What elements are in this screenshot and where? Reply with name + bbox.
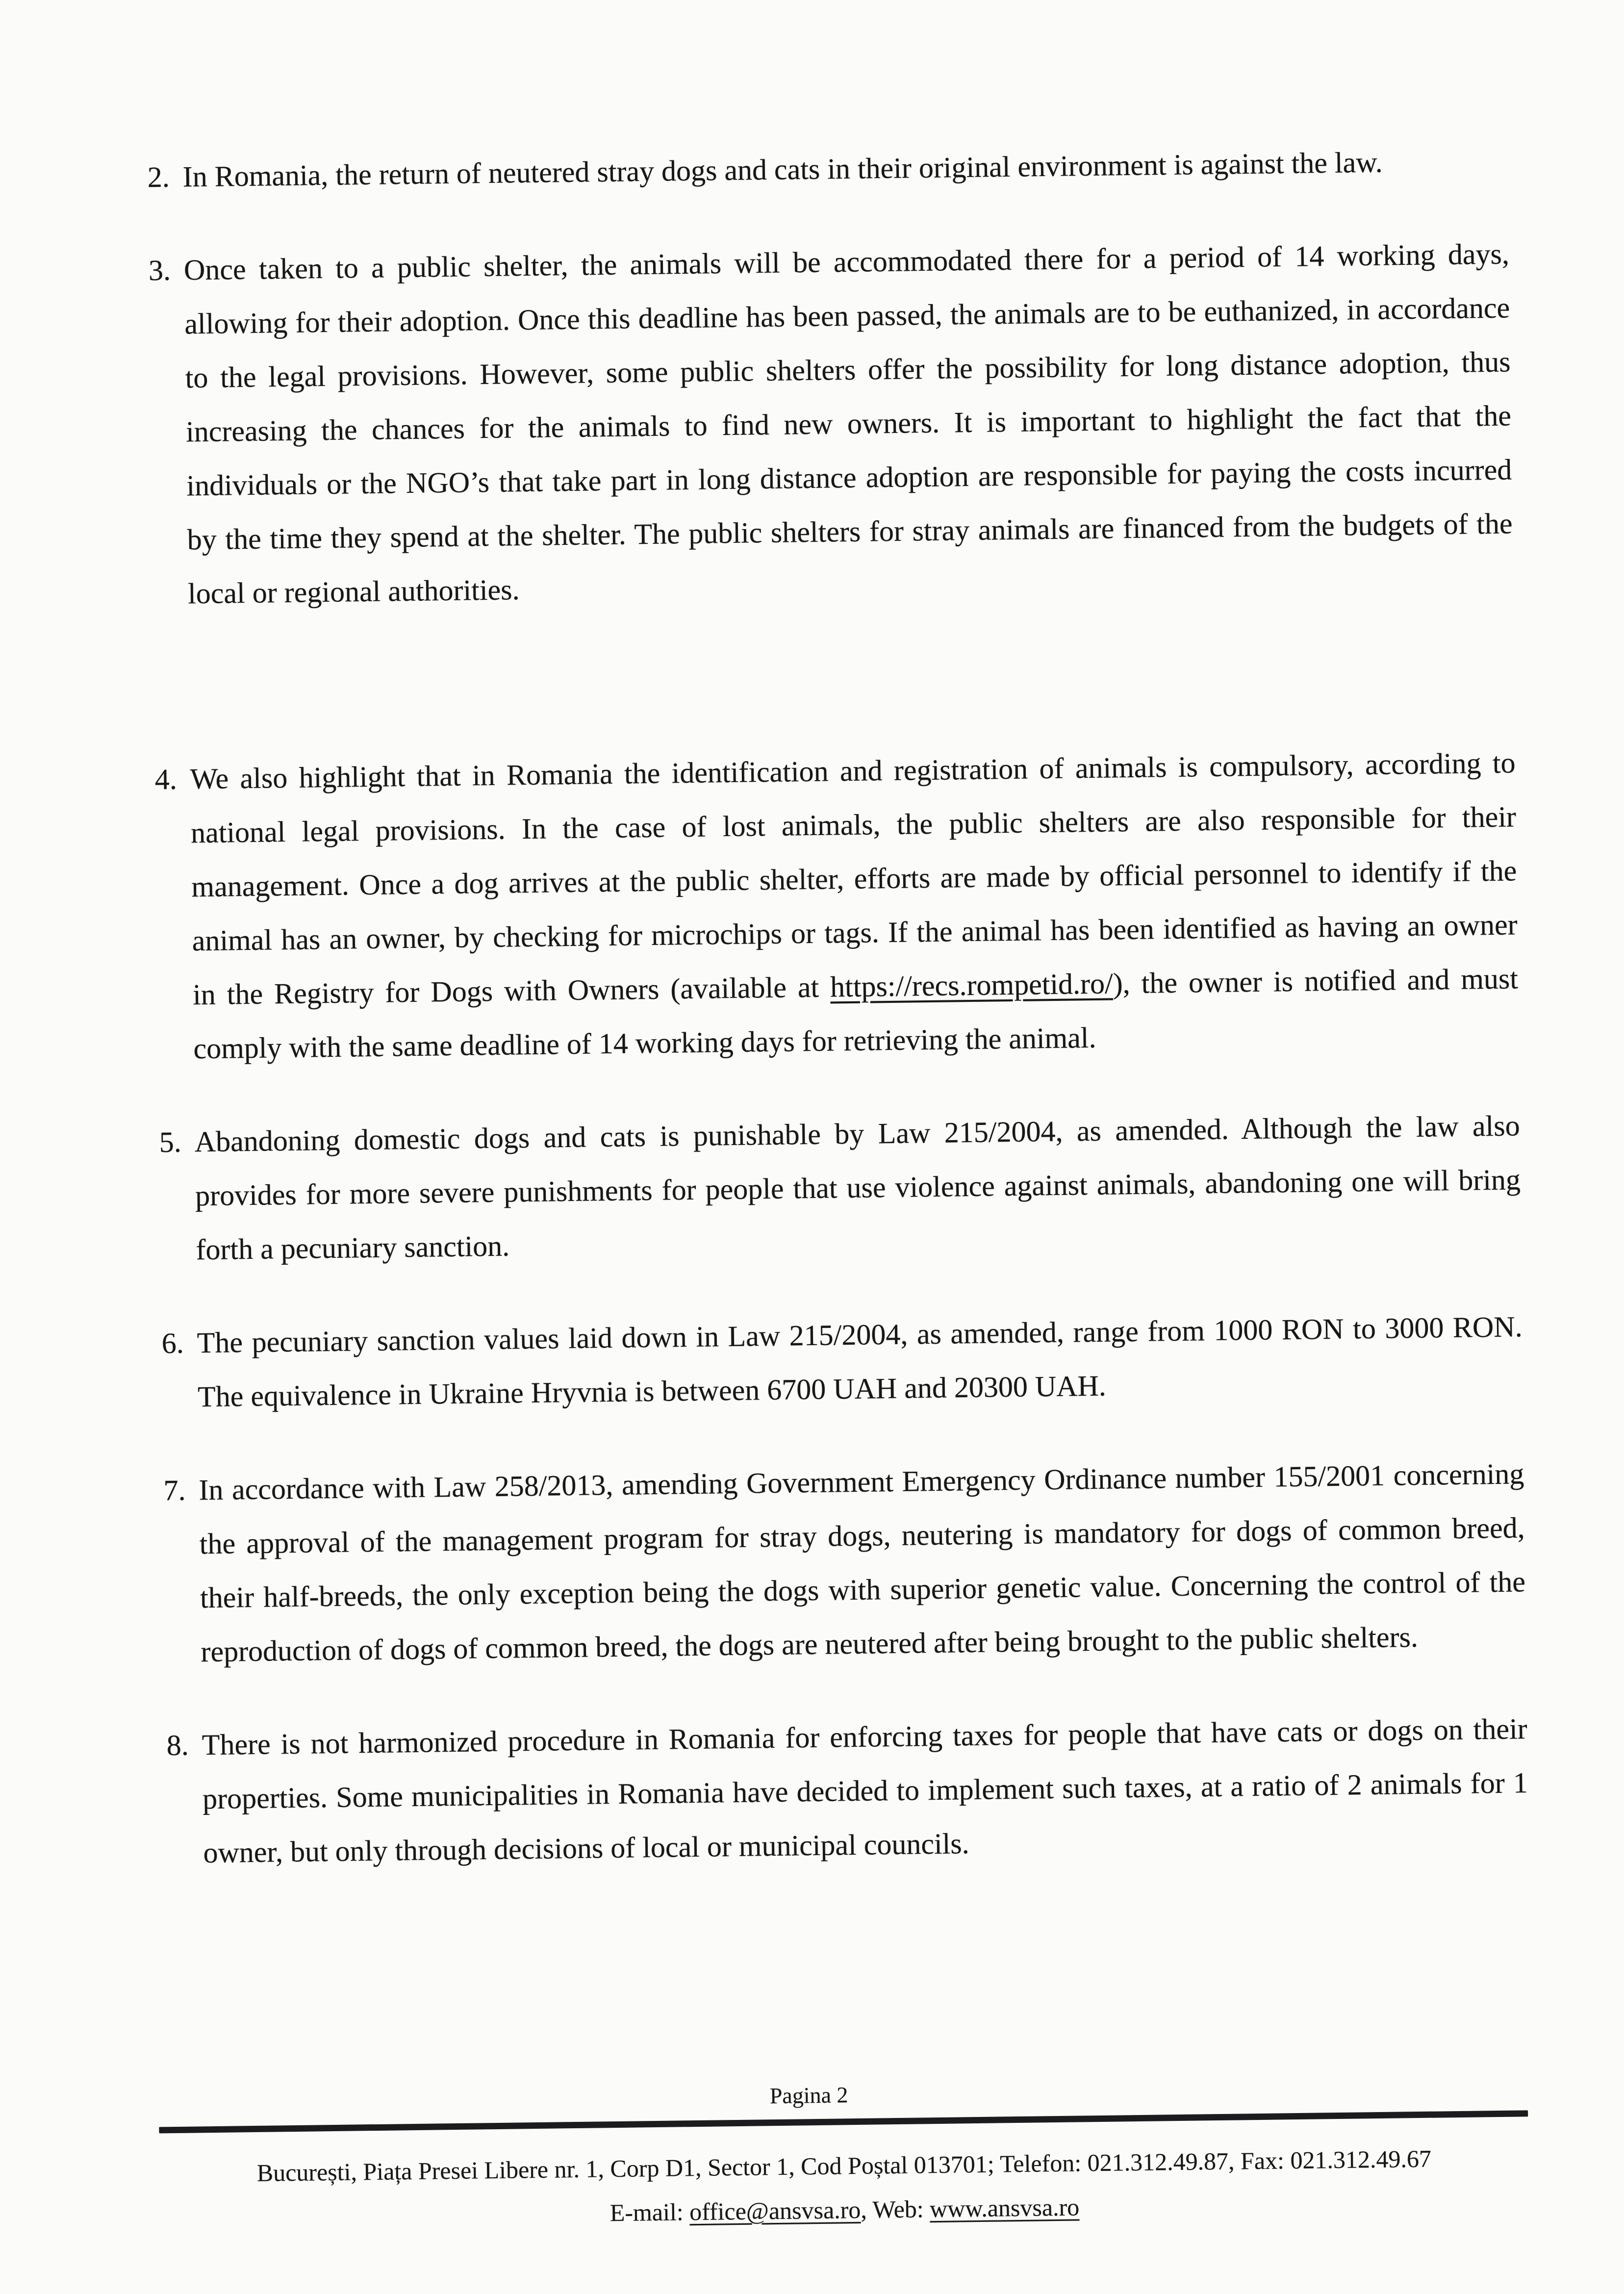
item-number: 3.	[148, 254, 171, 287]
item-text: There is not harmonized procedure in Romania for enforcing taxes for people that have cats or dogs on their properties. Some municipalities in Romania have decided to implement such taxes, at a ratio of 2 animals for 1 owner, but only through decisions of local or municipal councils.	[202, 1712, 1528, 1869]
list-item-7	[163, 1447, 1526, 1679]
footer-address: București, Piața Presei Libere nr. 1, Corp D1, Sector 1, Cod Poștal 013701; Telefon: 021.312.49.87, Fax: 021.312.49.67	[256, 2144, 1432, 2187]
item-text: In accordance with Law 258/2013, amending Government Emergency Ordinance number 155/2001 concerning the approval of the management program for stray dogs, neutering is mandatory for dogs of common breed, their half-breeds, the only exception being the dogs with superior genetic value. Concerning the control of the reproduction of dogs of common breed, the dogs are neutered after being brought to the public shelters.	[199, 1457, 1526, 1668]
web-link[interactable]: www.ansvsa.ro	[929, 2193, 1080, 2223]
item-text-before-link: We also highlight that in Romania the identification and registration of animals is compulsory, according to national legal provisions. In the case of lost animals, the public shelters are also responsible for their management. Once a dog arrives at the public shelter, efforts are made by official personnel to identify if the animal has an owner, by checking for microchips or tags. If the animal has been identified as having an owner in the Registry for Dogs with Owners (available at	[190, 746, 1518, 1011]
list-item-6	[161, 1300, 1523, 1424]
item-number: 6.	[161, 1326, 184, 1360]
web-label: Web:	[872, 2195, 924, 2223]
item-number: 8.	[166, 1729, 189, 1762]
rompetid-registry-link[interactable]: https://recs.rompetid.ro/	[830, 967, 1114, 1003]
page-footer	[158, 2072, 1529, 2233]
item-number: 5.	[159, 1125, 182, 1159]
list-item-4	[154, 736, 1519, 1076]
list-item-2	[147, 134, 1508, 204]
email-label: E-mail:	[609, 2198, 684, 2227]
contact-separator: ,	[860, 2195, 867, 2223]
item-text: Once taken to a public shelter, the animals will be accommodated there for a period of 14 working days, allowing for their adoption. Once this deadline has been passed, the animals are to be euthanized, in accordance to the legal provisions. However, some public shelters offer the possibility for long distance adoption, thus increasing the chances for the animals to find new owners. It is important to highlight the fact that the individuals or the NGO’s that take part in long distance adoption are responsible for paying the costs incurred by the time they spend at the shelter. The public shelters for stray animals are financed from the budgets of the local or regional authorities.	[183, 237, 1513, 610]
page-number: Pagina 2	[769, 2082, 848, 2109]
item-number: 2.	[147, 160, 170, 194]
item-text: Abandoning domestic dogs and cats is punishable by Law 215/2004, as amended. Although the law also provides for more severe punishments for people that use violence against animals, abandoning one will bring forth a pecuniary sanction.	[194, 1109, 1521, 1266]
item-text	[190, 736, 1519, 1075]
item-text-after-link: ), the owner is notified and must comply with the same deadline of 14 working days for retrieving the animal.	[193, 962, 1519, 1065]
item-number: 4.	[154, 763, 178, 796]
footer-contact-line	[160, 2186, 1529, 2233]
list-item-3	[148, 227, 1513, 621]
item-text: In Romania, the return of neutered stray dogs and cats in their original environment is against the law.	[182, 146, 1383, 193]
list-item-5	[159, 1098, 1522, 1277]
list-item-8	[166, 1702, 1529, 1880]
item-text: The pecuniary sanction values laid down in Law 215/2004, as amended, range from 1000 RON to 3000 RON. The equivalence in Ukraine Hryvnia is between 6700 UAH and 20300 UAH.	[197, 1310, 1522, 1413]
item-number: 7.	[163, 1474, 186, 1507]
email-link[interactable]: office@ansvsa.ro	[689, 2195, 861, 2226]
